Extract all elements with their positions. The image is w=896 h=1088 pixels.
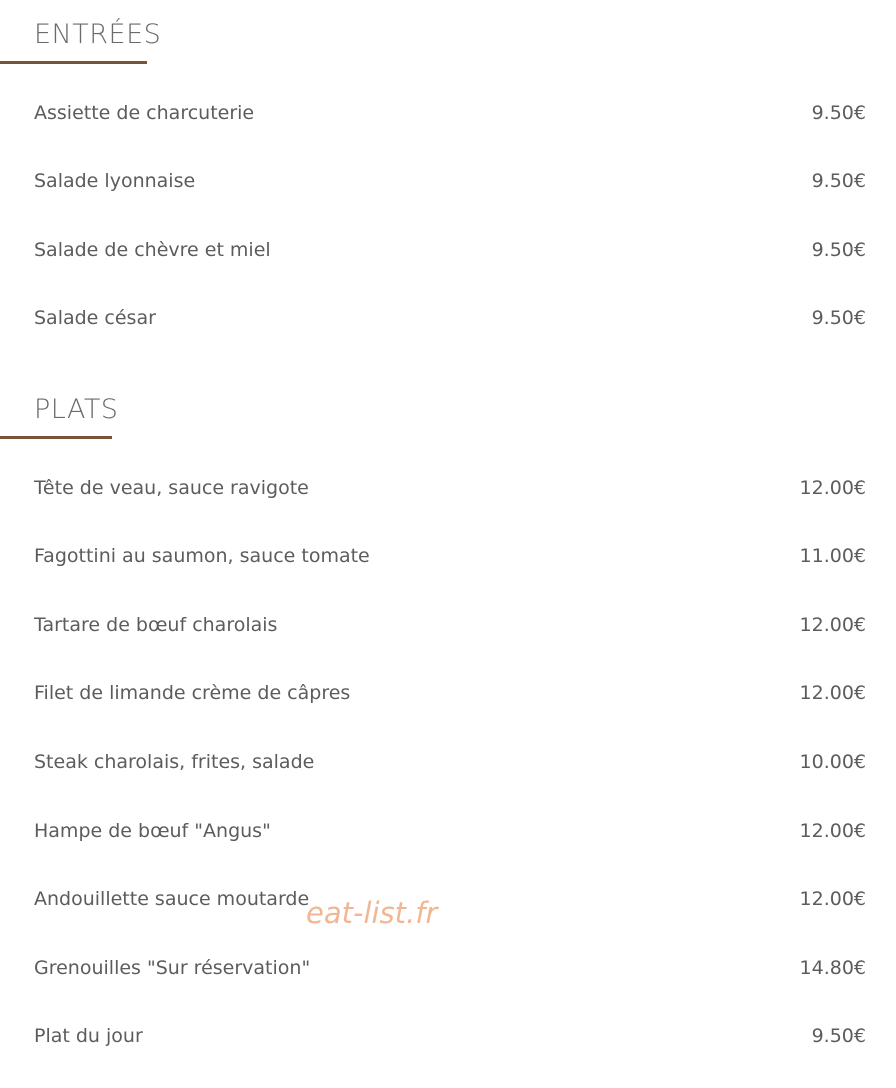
menu-item-price: 12.00€ [799,614,866,636]
section-title-plats: PLATS [34,394,119,425]
menu-item-price: 12.00€ [799,820,866,842]
menu-item [34,816,866,846]
menu-item-name: Salade césar [34,307,156,329]
menu-item-price: 9.50€ [811,307,866,329]
menu-item-price: 12.00€ [799,682,866,704]
menu-item-price: 14.80€ [799,957,866,979]
section-underline-entrees [0,61,147,64]
section-underline-plats [0,436,112,439]
menu-item-name: Plat du jour [34,1025,143,1047]
menu-item-name: Andouillette sauce moutarde [34,888,310,910]
menu-item [34,303,866,333]
menu-item-name: Steak charolais, frites, salade [34,751,315,773]
watermark: eat-list.fr [306,896,438,930]
menu-item [34,98,866,128]
menu-item-name: Fagottini au saumon, sauce tomate [34,545,370,567]
menu-item [34,953,866,983]
menu-item-name: Assiette de charcuterie [34,102,255,124]
menu-item-name: Tartare de bœuf charolais [34,614,278,636]
menu-item-price: 9.50€ [811,170,866,192]
menu-item [34,747,866,777]
menu-item-name: Hampe de bœuf "Angus" [34,820,271,842]
menu-item [34,610,866,640]
menu-item-name: Filet de limande crème de câpres [34,682,351,704]
menu-item-name: Salade lyonnaise [34,170,196,192]
menu-item [34,1021,866,1051]
menu-item [34,235,866,265]
menu-item-name: Salade de chèvre et miel [34,239,271,261]
menu-item [34,166,866,196]
menu-item-price: 12.00€ [799,477,866,499]
menu-item-price: 10.00€ [799,751,866,773]
menu-item-price: 11.00€ [799,545,866,567]
menu-item-price: 12.00€ [799,888,866,910]
menu-item [34,473,866,503]
menu-item-name: Tête de veau, sauce ravigote [34,477,309,499]
menu-item-name: Grenouilles "Sur réservation" [34,957,311,979]
menu-item-price: 9.50€ [811,239,866,261]
menu-item-price: 9.50€ [811,102,866,124]
menu-item-price: 9.50€ [811,1025,866,1047]
menu-item [34,678,866,708]
section-title-entrees: ENTRÉES [34,19,162,50]
menu-item [34,541,866,571]
menu-item [34,884,866,914]
